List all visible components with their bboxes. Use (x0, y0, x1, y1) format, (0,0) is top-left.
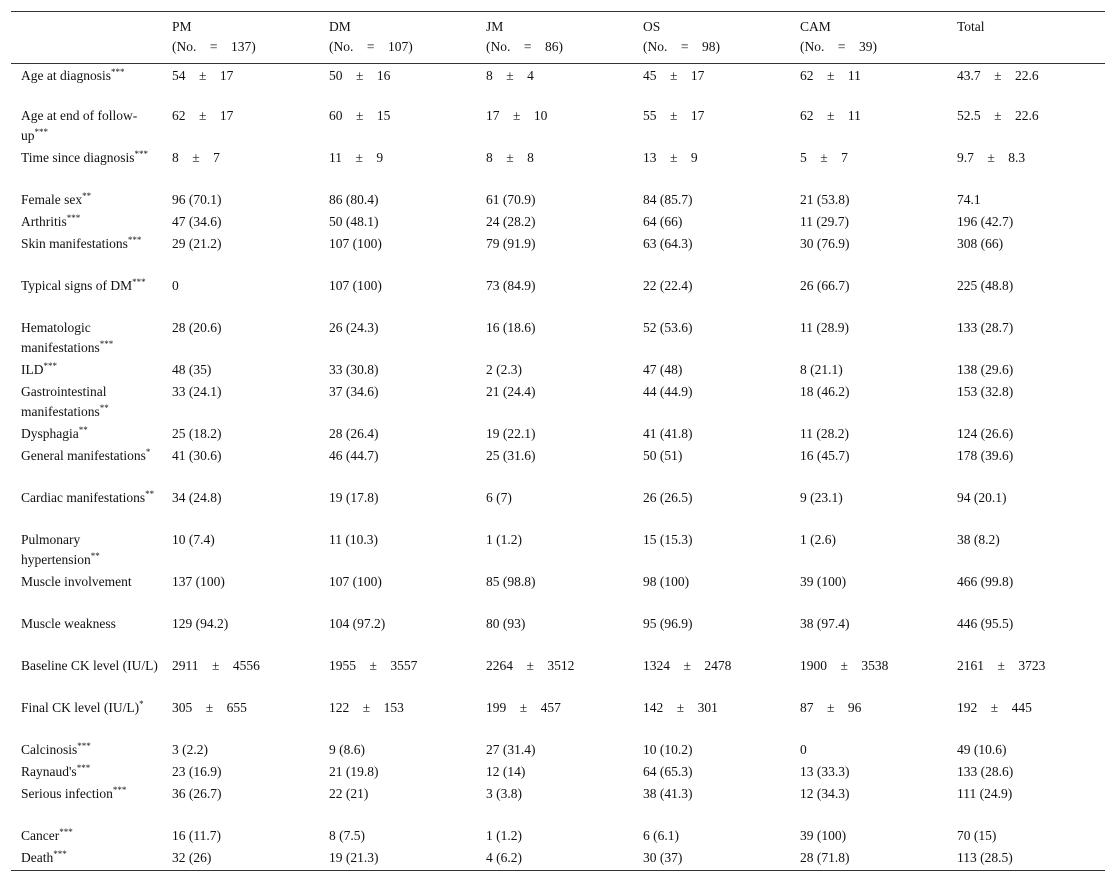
header-cell-label (11, 12, 162, 64)
table-cell: 107 (100) (329, 235, 382, 251)
table-cell: 8 ± 4 (486, 68, 534, 83)
table-cell: 11 (28.2) (800, 425, 849, 441)
table-cell: 86 (80.4) (329, 191, 379, 207)
table-cell: 22 (22.4) (643, 277, 693, 293)
row-label: Hematologic manifestations (21, 319, 100, 355)
table-cell: 36 (26.7) (172, 785, 222, 801)
table-cell: 122 ± 153 (329, 699, 404, 715)
significance-marker: *** (59, 826, 73, 837)
table-cell: 62 ± 17 (172, 107, 234, 123)
table-cell: 8 ± 7 (172, 149, 220, 165)
table-cell: 21 (53.8) (800, 191, 850, 207)
table-cell: 84 (85.7) (643, 191, 693, 207)
table-cell: 33 (30.8) (329, 361, 379, 377)
table-cell: 38 (41.3) (643, 785, 693, 801)
table-cell: 16 (45.7) (800, 447, 850, 463)
row-label: General manifestations (21, 447, 146, 463)
table-cell: 11 (10.3) (329, 531, 378, 547)
table-cell: 0 (800, 741, 807, 757)
table-cell: 74.1 (957, 191, 981, 207)
table-cell: 33 (24.1) (172, 383, 222, 399)
table-cell: 153 (32.8) (957, 383, 1014, 399)
table-row (11, 530, 1105, 572)
row-label: Serious infection (21, 785, 113, 801)
table-cell: 16 (18.6) (486, 319, 536, 335)
header-row (11, 12, 1105, 64)
row-label: ILD (21, 361, 44, 377)
table-cell: 8 (21.1) (800, 361, 843, 377)
table-cell: 137 (100) (172, 573, 225, 589)
table-cell: 225 (48.8) (957, 277, 1014, 293)
table-cell: 48 (35) (172, 361, 212, 377)
row-label: Final CK level (IU/L) (21, 699, 140, 715)
table-cell: 95 (96.9) (643, 615, 693, 631)
table-cell: 107 (100) (329, 277, 382, 293)
group-name: DM (329, 19, 351, 34)
significance-marker: ** (99, 402, 109, 413)
table-cell: 26 (24.3) (329, 319, 379, 335)
row-label: Muscle weakness (21, 615, 116, 631)
row-label-cell (11, 446, 162, 488)
header-cell-pm (162, 12, 319, 64)
row-label-cell (11, 488, 162, 530)
row-label-cell (11, 826, 162, 848)
table-row (11, 826, 1105, 848)
group-name: JM (486, 19, 504, 34)
table-cell: 29 (21.2) (172, 235, 222, 251)
significance-marker: * (145, 446, 151, 457)
table-cell: 196 (42.7) (957, 213, 1014, 229)
table-cell: 25 (31.6) (486, 447, 536, 463)
table-cell: 50 ± 16 (329, 68, 391, 83)
table-row (11, 656, 1105, 698)
row-label-cell (11, 190, 162, 212)
table-row (11, 318, 1105, 360)
table-cell: 9 (8.6) (329, 741, 365, 757)
table-row (11, 382, 1105, 424)
table-cell: 6 (6.1) (643, 827, 679, 843)
table-cell: 23 (16.9) (172, 763, 222, 779)
header-cell-os (633, 12, 790, 64)
table-cell: 104 (97.2) (329, 615, 386, 631)
table-row (11, 276, 1105, 318)
header-cell-dm (319, 12, 476, 64)
significance-marker: *** (99, 338, 114, 349)
table-cell: 39 (100) (800, 573, 847, 589)
table-cell: 446 (95.5) (957, 615, 1014, 631)
table-cell: 64 (65.3) (643, 763, 693, 779)
table-row (11, 190, 1105, 212)
row-label: Death (21, 849, 54, 865)
table-cell: 37 (34.6) (329, 383, 379, 399)
row-label: Pulmonary hypertension (21, 531, 91, 567)
row-label: Time since diagnosis (21, 149, 135, 165)
table-cell: 1324 ± 2478 (643, 657, 732, 673)
group-count: (No. = 107) (329, 39, 413, 54)
row-label: Typical signs of DM (21, 277, 133, 293)
table-cell: 5 ± 7 (800, 149, 848, 165)
table-cell: 41 (41.8) (643, 425, 693, 441)
table-cell: 54 ± 17 (172, 68, 234, 83)
table-cell: 1 (1.2) (486, 827, 522, 843)
table-cell: 10 (10.2) (643, 741, 693, 757)
table-cell: 11 (29.7) (800, 213, 849, 229)
row-label-cell (11, 212, 162, 234)
significance-marker: ** (145, 488, 155, 499)
table-row (11, 762, 1105, 784)
significance-marker: *** (112, 784, 127, 795)
table-cell: 41 (30.6) (172, 447, 222, 463)
row-label-cell (11, 106, 162, 148)
table-cell: 107 (100) (329, 573, 382, 589)
table-cell: 28 (71.8) (790, 848, 947, 871)
group-name: OS (643, 19, 661, 34)
header-cell-total (947, 12, 1105, 64)
group-count: (No. = 86) (486, 39, 563, 54)
table-cell: 44 (44.9) (643, 383, 693, 399)
table-cell: 2 (2.3) (486, 361, 522, 377)
table-cell: 0 (172, 277, 179, 293)
row-label: Dysphagia (21, 425, 79, 441)
table-cell: 64 (66) (643, 213, 683, 229)
table-cell: 87 ± 96 (800, 699, 862, 715)
table-row (11, 848, 1105, 871)
row-label-cell (11, 148, 162, 190)
table-cell: 34 (24.8) (172, 489, 222, 505)
table-row (11, 148, 1105, 190)
significance-marker: *** (43, 360, 57, 371)
significance-marker: *** (127, 234, 142, 245)
table-cell: 124 (26.6) (957, 425, 1014, 441)
table-cell: 1955 ± 3557 (329, 657, 418, 673)
table-cell: 138 (29.6) (957, 361, 1014, 377)
table-cell: 3 (3.8) (486, 785, 522, 801)
row-label: Age at diagnosis (21, 68, 111, 83)
table-cell: 26 (26.5) (643, 489, 693, 505)
table-cell: 94 (20.1) (957, 489, 1007, 505)
table-row (11, 614, 1105, 656)
table-cell: 11 (28.9) (800, 319, 849, 335)
table-row (11, 784, 1105, 826)
row-label: Raynaud's (21, 763, 77, 779)
table-cell: 26 (66.7) (800, 277, 850, 293)
row-label-cell (11, 762, 162, 784)
table-cell: 98 (100) (643, 573, 690, 589)
table-cell: 1 (2.6) (800, 531, 836, 547)
row-label: Baseline CK level (IU/L) (21, 657, 158, 673)
table-row (11, 572, 1105, 614)
table-cell: 305 ± 655 (172, 699, 247, 715)
table-cell: 27 (31.4) (486, 741, 536, 757)
table-cell: 96 (70.1) (172, 191, 222, 207)
table-cell: 32 (26) (162, 848, 319, 871)
table-cell: 199 ± 457 (486, 699, 561, 715)
row-label-cell (11, 424, 162, 446)
row-label: Skin manifestations (21, 235, 128, 251)
table-row (11, 446, 1105, 488)
significance-marker: *** (34, 126, 48, 137)
table-row (11, 64, 1105, 106)
table-cell: 17 ± 10 (486, 107, 548, 123)
significance-marker: *** (53, 848, 67, 859)
table-cell: 49 (10.6) (957, 741, 1007, 757)
table-cell: 111 (24.9) (957, 785, 1013, 801)
table-row (11, 234, 1105, 276)
row-label: Muscle involvement (21, 573, 132, 589)
table-cell: 38 (8.2) (957, 531, 1000, 547)
row-label-cell (11, 276, 162, 318)
row-label-cell (11, 318, 162, 360)
significance-marker: *** (77, 740, 91, 751)
table-cell: 142 ± 301 (643, 699, 718, 715)
table-cell: 11 ± 9 (329, 149, 384, 165)
table-cell: 85 (98.8) (486, 573, 536, 589)
table-cell: 47 (48) (643, 361, 683, 377)
table-cell: 129 (94.2) (172, 615, 229, 631)
row-label-cell (11, 848, 162, 871)
significance-marker: *** (66, 212, 81, 223)
table-cell: 30 (37) (633, 848, 790, 871)
table-cell: 9 (23.1) (800, 489, 843, 505)
table-row (11, 360, 1105, 382)
table-row (11, 212, 1105, 234)
group-count: (No. = 39) (800, 39, 877, 54)
significance-marker: *** (111, 67, 125, 77)
row-label-cell (11, 784, 162, 826)
table-row (11, 698, 1105, 740)
header-cell-jm (476, 12, 633, 64)
table-cell: 21 (24.4) (486, 383, 536, 399)
row-label-cell (11, 530, 162, 572)
header-cell-cam (790, 12, 947, 64)
table-cell: 113 (28.5) (947, 848, 1105, 871)
table-cell: 1 (1.2) (486, 531, 522, 547)
table-cell: 24 (28.2) (486, 213, 536, 229)
table-cell: 308 (66) (957, 235, 1004, 251)
table-cell: 45 ± 17 (643, 68, 705, 83)
table-row (11, 106, 1105, 148)
table-cell: 2264 ± 3512 (486, 657, 575, 673)
table-cell: 73 (84.9) (486, 277, 536, 293)
group-count: (No. = 137) (172, 39, 256, 54)
table-cell: 15 (15.3) (643, 531, 693, 547)
row-label-cell (11, 656, 162, 698)
table-cell: 50 (51) (643, 447, 683, 463)
table-body (11, 64, 1105, 871)
row-label-cell (11, 572, 162, 614)
table-cell: 1900 ± 3538 (800, 657, 889, 673)
table-cell: 12 (14) (486, 763, 526, 779)
row-label-cell (11, 234, 162, 276)
table-cell: 30 (76.9) (800, 235, 850, 251)
row-label-cell (11, 698, 162, 740)
table-cell: 3 (2.2) (172, 741, 208, 757)
table-cell: 466 (99.8) (957, 573, 1014, 589)
significance-marker: * (139, 698, 144, 709)
row-label-cell (11, 64, 162, 106)
table-cell: 50 (48.1) (329, 213, 379, 229)
table-cell: 13 ± 9 (643, 149, 698, 165)
table-cell: 18 (46.2) (800, 383, 850, 399)
row-label-cell (11, 740, 162, 762)
table-cell: 178 (39.6) (957, 447, 1014, 463)
table-header (11, 12, 1105, 64)
row-label-cell (11, 614, 162, 656)
table-cell: 63 (64.3) (643, 235, 693, 251)
table-row (11, 740, 1105, 762)
table-cell: 46 (44.7) (329, 447, 379, 463)
table-cell: 47 (34.6) (172, 213, 222, 229)
table-cell: 79 (91.9) (486, 235, 536, 251)
table-cell: 2161 ± 3723 (957, 657, 1046, 673)
table-cell: 43.7 ± 22.6 (957, 68, 1039, 83)
table-row (11, 424, 1105, 446)
table-cell: 38 (97.4) (800, 615, 850, 631)
table-cell: 28 (20.6) (172, 319, 222, 335)
table-cell: 16 (11.7) (172, 827, 221, 843)
row-label: Calcinosis (21, 741, 78, 757)
row-label-cell (11, 382, 162, 424)
row-label: Gastrointestinal manifestations (21, 383, 107, 419)
table-cell: 70 (15) (957, 827, 997, 843)
table-cell: 8 ± 8 (486, 149, 534, 165)
significance-marker: *** (76, 762, 91, 773)
table-cell: 133 (28.6) (957, 763, 1014, 779)
row-label: Arthritis (21, 213, 67, 229)
group-count: (No. = 98) (643, 39, 720, 54)
table-cell: 19 (22.1) (486, 425, 536, 441)
significance-marker: ** (82, 190, 92, 201)
table-cell: 28 (26.4) (329, 425, 379, 441)
table-cell: 39 (100) (800, 827, 847, 843)
row-label: Female sex (21, 191, 83, 207)
group-name: PM (172, 19, 192, 34)
table-cell: 133 (28.7) (957, 319, 1014, 335)
table-cell: 4 (6.2) (476, 848, 633, 871)
table-cell: 19 (21.3) (319, 848, 476, 871)
table-row (11, 488, 1105, 530)
table-cell: 192 ± 445 (957, 699, 1032, 715)
table-cell: 62 ± 11 (800, 68, 861, 83)
significance-marker: ** (78, 424, 88, 435)
table-cell: 25 (18.2) (172, 425, 222, 441)
table-cell: 52.5 ± 22.6 (957, 107, 1039, 123)
significance-marker: *** (134, 148, 149, 159)
table-cell: 80 (93) (486, 615, 526, 631)
table-cell: 6 (7) (486, 489, 512, 505)
significance-marker: *** (132, 276, 146, 287)
table-cell: 2911 ± 4556 (172, 657, 260, 673)
table-cell: 10 (7.4) (172, 531, 215, 547)
table-cell: 13 (33.3) (800, 763, 850, 779)
table-cell: 52 (53.6) (643, 319, 693, 335)
table-cell: 55 ± 17 (643, 107, 705, 123)
table-cell: 62 ± 11 (800, 107, 861, 123)
row-label: Cardiac manifestations (21, 489, 146, 505)
group-name: Total (957, 19, 985, 34)
table-cell: 12 (34.3) (800, 785, 850, 801)
group-name: CAM (800, 19, 831, 34)
table-cell: 8 (7.5) (329, 827, 365, 843)
table-cell: 61 (70.9) (486, 191, 536, 207)
table-cell: 22 (21) (329, 785, 369, 801)
row-label: Age at end of follow-up (21, 107, 138, 143)
table-cell: 21 (19.8) (329, 763, 379, 779)
table-cell: 9.7 ± 8.3 (957, 149, 1026, 165)
table-cell: 19 (17.8) (329, 489, 379, 505)
row-label: Cancer (21, 827, 60, 843)
data-table (11, 11, 1105, 871)
significance-marker: ** (90, 550, 100, 561)
table-cell: 60 ± 15 (329, 107, 391, 123)
row-label-cell (11, 360, 162, 382)
